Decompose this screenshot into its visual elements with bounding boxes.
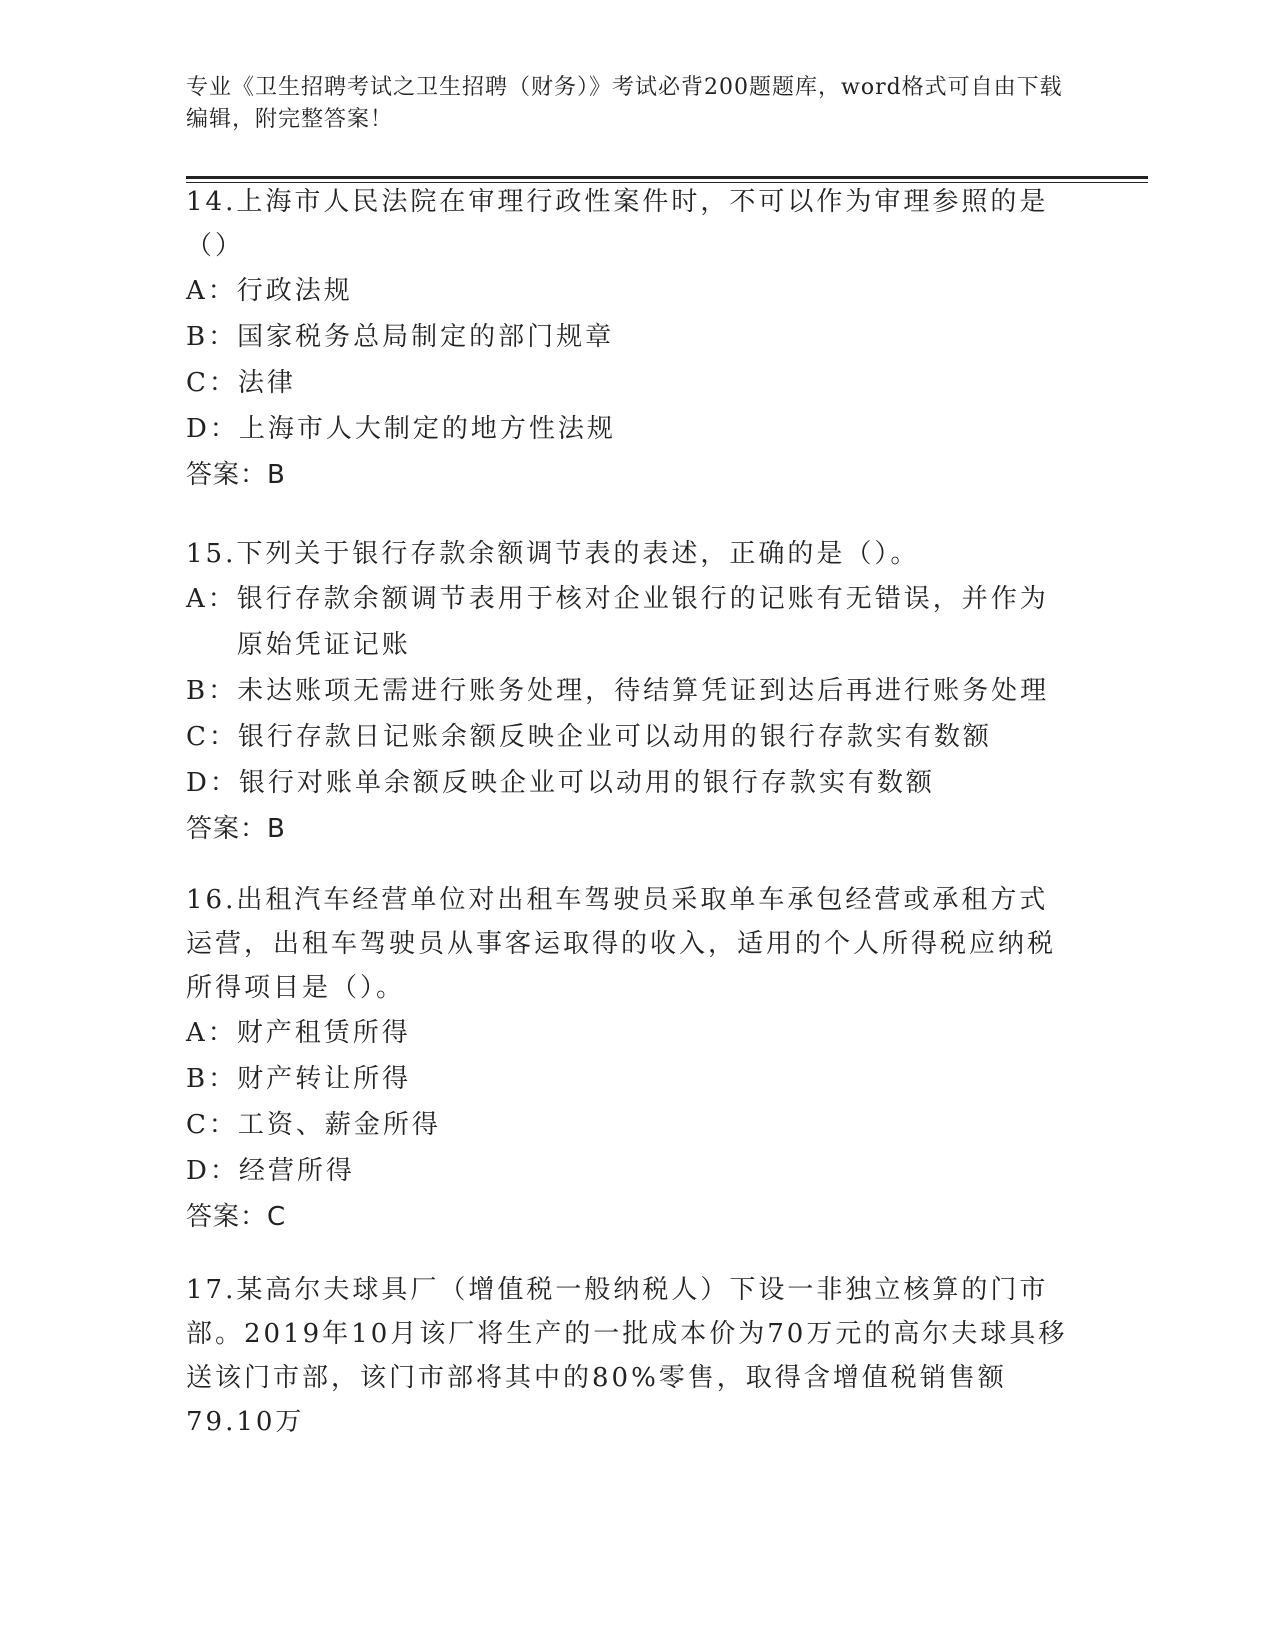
option-letter: A：	[186, 1018, 237, 1048]
divider-thick-line	[186, 176, 1148, 179]
option-letter: D：	[186, 414, 239, 444]
option-text: 银行存款日记账余额反映企业可以动用的银行存款实有数额	[237, 722, 992, 752]
answer-line: 答案：C	[186, 1202, 287, 1232]
question-14	[186, 180, 1076, 498]
question-stem: 14.上海市人民法院在审理行政性案件时，不可以作为审理参照的是（）	[186, 187, 1049, 261]
question-15	[186, 532, 1076, 852]
option-text: 行政法规	[236, 276, 353, 306]
option-text: 财产租赁所得	[236, 1018, 411, 1048]
document-header: 专业《卫生招聘考试之卫生招聘（财务）》考试必背200题题库，word格式可自由下载编辑，附完整答案！	[186, 75, 1063, 132]
option-text: 国家税务总局制定的部门规章	[237, 322, 615, 352]
option-a	[186, 1010, 1076, 1056]
option-c	[186, 1102, 1076, 1148]
option-a	[186, 576, 1076, 668]
option-c	[186, 714, 1076, 760]
option-text: 经营所得	[238, 1156, 355, 1186]
option-letter: C：	[186, 722, 238, 752]
option-letter: B：	[186, 322, 238, 352]
option-letter: B：	[186, 1064, 238, 1094]
option-d	[186, 760, 1076, 806]
option-letter: C：	[186, 1110, 238, 1140]
option-b	[186, 668, 1076, 714]
option-d	[186, 406, 1076, 452]
option-letter: A：	[186, 584, 237, 614]
option-d	[186, 1148, 1076, 1194]
question-17	[186, 1268, 1076, 1444]
option-letter: D：	[186, 1156, 239, 1186]
question-stem: 16.出租汽车经营单位对出租车驾驶员采取单车承包经营或承租方式运营，出租车驾驶员从事客运取得的收入，适用的个人所得税应纳税所得项目是（）。	[186, 885, 1057, 1003]
question-stem: 17.某高尔夫球具厂（增值税一般纳税人）下设一非独立核算的门市部。2019年10月该厂将生产的一批成本价为70万元的高尔夫球具移送该门市部，该门市部将其中的80%零售，取得含增值税销售额79.10万	[186, 1275, 1068, 1437]
option-letter: B：	[186, 676, 238, 706]
option-text: 财产转让所得	[237, 1064, 412, 1094]
option-text: 工资、薪金所得	[237, 1110, 441, 1140]
answer-line: 答案：B	[186, 814, 286, 844]
option-text: 法律	[237, 368, 296, 398]
option-c	[186, 360, 1076, 406]
option-b	[186, 1056, 1076, 1102]
option-text: 银行存款余额调节表用于核对企业银行的记账有无错误，并作为原始凭证记账	[236, 584, 1049, 660]
option-letter: D：	[186, 768, 239, 798]
option-text: 未达账项无需进行账务处理，待结算凭证到达后再进行账务处理	[237, 676, 1050, 706]
question-stem: 15.下列关于银行存款余额调节表的表述，正确的是（）。	[186, 539, 920, 569]
option-text: 上海市人大制定的地方性法规	[238, 414, 616, 444]
question-16	[186, 878, 1076, 1240]
option-letter: C：	[186, 368, 238, 398]
answer-line: 答案：B	[186, 460, 286, 490]
option-letter: A：	[186, 276, 237, 306]
option-a	[186, 268, 1076, 314]
option-text: 银行对账单余额反映企业可以动用的银行存款实有数额	[238, 768, 935, 798]
option-b	[186, 314, 1076, 360]
